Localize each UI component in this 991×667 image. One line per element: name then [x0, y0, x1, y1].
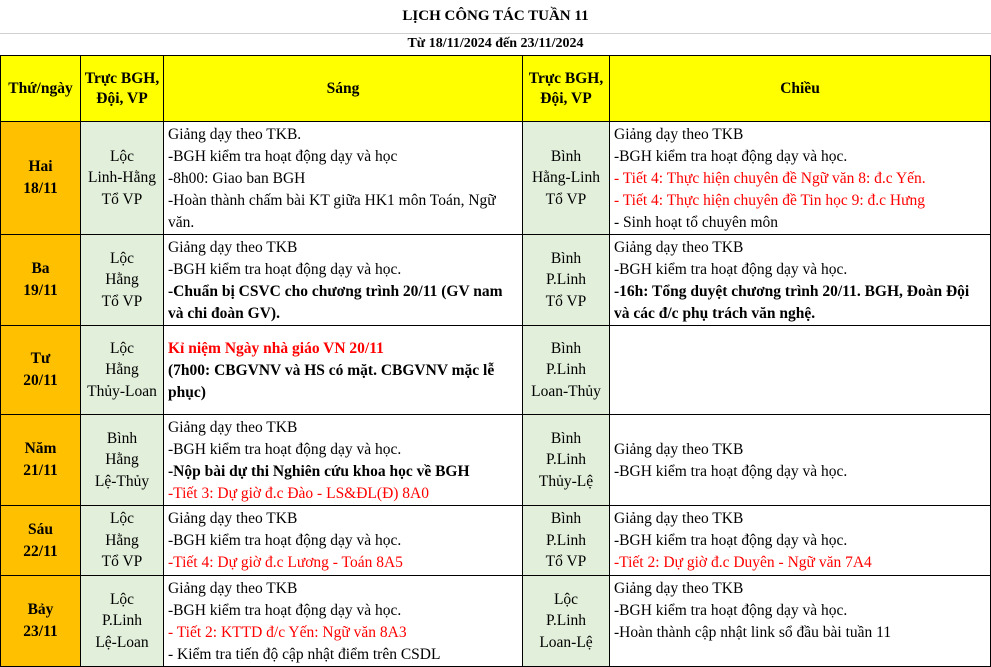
duty-name: P.Linh [545, 451, 587, 469]
morning-item: -8h00: Giao ban BGH [168, 170, 306, 187]
duty-name: Bình [550, 429, 582, 447]
duty-name: Hằng [105, 361, 139, 379]
morning-item: Giảng dạy theo TKB [168, 510, 298, 527]
schedule-table [0, 55, 991, 667]
schedule-row [1, 506, 991, 576]
day-label: 21/11 [23, 462, 58, 479]
day-label: Sáu [28, 520, 53, 538]
morning-item: -Tiết 4: Dự giờ đ.c Lương - Toán 8A5 [168, 554, 403, 571]
morning-cell [164, 326, 523, 415]
duty-morning-cell [81, 122, 164, 235]
schedule-row [1, 122, 991, 235]
afternoon-item: Giảng dạy theo TKB [614, 580, 744, 597]
duty-name: Hằng [105, 451, 139, 469]
day-label: Ba [31, 260, 50, 277]
duty-name: P.Linh [545, 271, 587, 289]
duty-afternoon-cell [523, 235, 610, 326]
afternoon-item: Giảng dạy theo TKB [614, 126, 744, 143]
duty-name: P.Linh [101, 612, 143, 630]
afternoon-cell [610, 122, 991, 235]
afternoon-item: -BGH kiểm tra hoạt động dạy và học. [614, 261, 848, 278]
morning-item: Giảng dạy theo TKB [168, 580, 298, 597]
header-afternoon: Chiều [610, 56, 991, 122]
morning-item: -Nộp bài dự thi Nghiên cứu khoa học về BGH [168, 463, 470, 480]
morning-item: (7h00: CBGVNV và HS có mặt. CBGVNV mặc lễ phục) [168, 362, 495, 401]
duty-name: Loan-Lệ [539, 633, 593, 651]
duty-name: Tổ VP [545, 292, 587, 310]
afternoon-item: Giảng dạy theo TKB [614, 441, 744, 458]
afternoon-item: -Tiết 2: Dự giờ đ.c Duyên - Ngữ văn 7A4 [614, 554, 872, 571]
day-label: 22/11 [23, 542, 58, 560]
header-row [1, 56, 991, 122]
morning-cell [164, 235, 523, 326]
day-cell [1, 326, 81, 415]
duty-name: Linh-Hằng [87, 169, 156, 187]
afternoon-item: -Hoàn thành cập nhật link sổ đầu bài tuần 11 [614, 624, 892, 641]
morning-item: -BGH kiểm tra hoạt động dạy và học. [168, 261, 402, 278]
duty-morning-cell [81, 235, 164, 326]
date-range: Từ 18/11/2024 đến 23/11/2024 [407, 36, 584, 51]
duty-morning-cell [81, 576, 164, 667]
day-label: 19/11 [23, 282, 58, 299]
morning-item: Kỉ niệm Ngày nhà giáo VN 20/11 [168, 340, 384, 357]
afternoon-item: - Sinh hoạt tổ chuyên môn [614, 214, 779, 231]
afternoon-cell [610, 326, 991, 415]
afternoon-item: -BGH kiểm tra hoạt động dạy và học. [614, 148, 848, 165]
duty-morning-cell [81, 506, 164, 576]
morning-item: -BGH kiểm tra hoạt động dạy và học. [168, 602, 402, 619]
duty-name: Lộc [109, 510, 135, 528]
duty-name: Thủy-Loan [87, 382, 157, 400]
header-duty-afternoon: Trực BGH, Đội, VP [523, 56, 610, 122]
duty-name: Lộc [109, 590, 135, 608]
afternoon-item: Giảng dạy theo TKB [614, 239, 744, 256]
morning-item: Giảng dạy theo TKB [168, 419, 298, 436]
duty-name: P.Linh [545, 531, 587, 549]
day-label: Tư [30, 350, 51, 367]
duty-morning-cell [81, 326, 164, 415]
afternoon-item: - Tiết 4: Thực hiện chuyên đề Tin học 9: đ.c Hưng [614, 192, 926, 209]
duty-afternoon-cell [523, 326, 610, 415]
header-duty-morning: Trực BGH, Đội, VP [81, 56, 164, 122]
day-cell [1, 122, 81, 235]
morning-item: -Tiết 3: Dự giờ đ.c Đào - LS&ĐL(Đ) 8A0 [168, 485, 429, 502]
duty-name: Thủy-Lệ [538, 472, 594, 490]
schedule-row [1, 576, 991, 667]
morning-cell [164, 576, 523, 667]
duty-name: Tổ VP [545, 553, 587, 571]
duty-name: Hằng [105, 271, 139, 289]
day-label: Năm [24, 440, 57, 457]
afternoon-cell [610, 576, 991, 667]
morning-cell [164, 415, 523, 506]
duty-name: P.Linh [545, 612, 587, 630]
afternoon-item: - Tiết 4: Thực hiện chuyên đề Ngữ văn 8: đ.c Yến. [614, 170, 926, 187]
schedule-row [1, 415, 991, 506]
schedule-row [1, 235, 991, 326]
duty-name: Lộc [109, 147, 135, 165]
afternoon-item: -BGH kiểm tra hoạt động dạy và học. [614, 532, 848, 549]
duty-afternoon-cell [523, 415, 610, 506]
duty-name: Bình [550, 249, 582, 267]
duty-name: Loan-Thủy [531, 382, 601, 400]
day-label: 23/11 [23, 623, 58, 640]
morning-item: -Hoàn thành chấm bài KT giữa HK1 môn Toán, Ngữ văn. [168, 192, 496, 231]
day-cell [1, 235, 81, 326]
duty-name: Hằng-Linh [531, 169, 600, 187]
morning-item: Giảng dạy theo TKB. [168, 126, 302, 143]
afternoon-item: -BGH kiểm tra hoạt động dạy và học. [614, 602, 848, 619]
schedule-row [1, 326, 991, 415]
duty-afternoon-cell [523, 576, 610, 667]
afternoon-cell [610, 506, 991, 576]
duty-name: Lệ-Thủy [94, 472, 150, 490]
duty-name: Tổ VP [545, 190, 587, 208]
afternoon-cell [610, 235, 991, 326]
duty-afternoon-cell [523, 506, 610, 576]
morning-item: -BGH kiểm tra hoạt động dạy và học [168, 148, 398, 165]
morning-item: -BGH kiểm tra hoạt động dạy và học. [168, 441, 402, 458]
duty-name: P.Linh [545, 361, 587, 379]
afternoon-item: -16h: Tổng duyệt chương trình 20/11. BGH, Đoàn Đội và các đ/c phụ trách văn nghệ. [614, 283, 970, 322]
duty-name: Lộc [553, 590, 579, 608]
duty-name: Lệ-Loan [95, 633, 149, 651]
day-label: Bảy [27, 601, 54, 618]
morning-item: - Tiết 2: KTTD đ/c Yến: Ngữ văn 8A3 [168, 624, 407, 641]
day-label: Hai [28, 158, 53, 175]
duty-name: Bình [550, 147, 582, 165]
afternoon-cell [610, 415, 991, 506]
schedule-title: LỊCH CÔNG TÁC TUẦN 11 [0, 0, 991, 34]
duty-name: Tổ VP [101, 553, 143, 571]
morning-cell [164, 506, 523, 576]
header-day: Thứ/ngày [1, 56, 81, 122]
day-label: 20/11 [23, 372, 58, 389]
morning-item: - Kiểm tra tiến độ cập nhật điểm trên CSDL [168, 646, 441, 663]
morning-item: -Chuẩn bị CSVC cho chương trình 20/11 (GV nam và chi đoàn GV). [168, 283, 503, 322]
duty-name: Lộc [109, 249, 135, 267]
day-cell [1, 576, 81, 667]
afternoon-item: Giảng dạy theo TKB [614, 510, 744, 527]
day-cell [1, 415, 81, 506]
duty-name: Bình [106, 429, 138, 447]
morning-item: Giảng dạy theo TKB [168, 239, 298, 256]
day-cell [1, 506, 81, 576]
duty-name: Lộc [109, 339, 135, 357]
duty-name: Tổ VP [101, 292, 143, 310]
duty-name: Bình [550, 339, 582, 357]
duty-afternoon-cell [523, 122, 610, 235]
header-morning: Sáng [164, 56, 523, 122]
afternoon-item: -BGH kiểm tra hoạt động dạy và học. [614, 463, 848, 480]
day-label: 18/11 [23, 180, 58, 197]
duty-morning-cell [81, 415, 164, 506]
duty-name: Tổ VP [101, 190, 143, 208]
morning-cell [164, 122, 523, 235]
duty-name: Hằng [105, 531, 139, 549]
duty-name: Bình [550, 510, 582, 528]
morning-item: -BGH kiểm tra hoạt động dạy và học. [168, 532, 402, 549]
